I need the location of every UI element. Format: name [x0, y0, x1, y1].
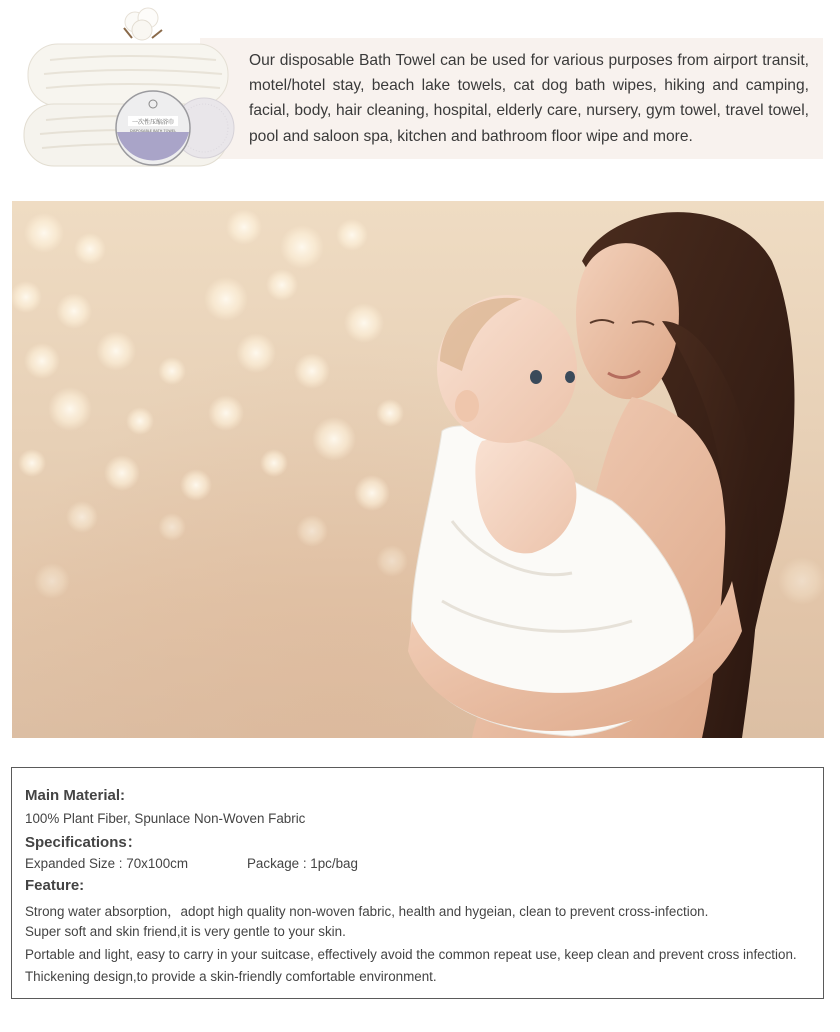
cotton-flower-icon — [124, 8, 162, 40]
material-heading: Main Material: — [25, 787, 126, 804]
towel-package-tin — [116, 91, 190, 165]
feature-item: Portable and light, easy to carry in your suitcase, effectively avoid the common repeat use, keep clean and prevent cross infection. — [25, 947, 797, 962]
package-sub-label: DISPOSABLE BATH TOWEL — [129, 129, 177, 133]
package-info: Package : 1pc/bag — [247, 856, 358, 871]
feature-item: Thickening design,to provide a skin-friendly comfortable environment. — [25, 969, 437, 984]
specification-panel — [11, 767, 824, 999]
expanded-size: Expanded Size : 70x100cm — [25, 856, 189, 871]
specifications-heading: Specifications： — [25, 834, 142, 851]
feature-heading: Feature: — [25, 877, 85, 894]
material-value: 100% Plant Fiber, Spunlace Non-Woven Fabric — [25, 811, 306, 826]
feature-item: Strong water absorption，adopt high quality non-woven fabric, health and hygeian, clean to prevent cross-infection. — [25, 904, 709, 919]
folded-towel-top — [28, 44, 228, 106]
feature-item: Super soft and skin friend,it is very gentle to your skin. — [25, 924, 346, 939]
towel-product-image — [20, 0, 240, 175]
package-label: 一次性压缩浴巾 — [131, 119, 175, 126]
product-description: Our disposable Bath Towel can be used for various purposes from airport transit, motel/hotel stay, beach lake towels, cat dog bath wipes, hiking and camping, facial, body, hair cleaning, hospital, elderly care, nursery, gym towel, travel towel, pool and saloon spa, kitchen and bathroom floor wipe and more. — [249, 52, 809, 145]
mother-and-baby-photo — [12, 201, 824, 738]
